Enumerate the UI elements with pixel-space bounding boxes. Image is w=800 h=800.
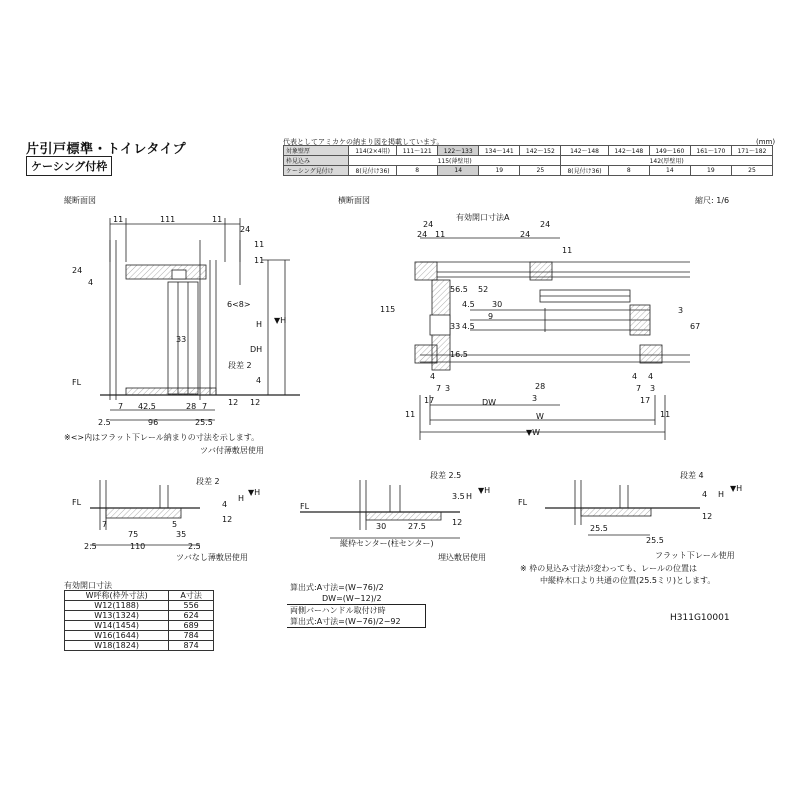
formula-2: DW=(W−12)/2 [322,594,382,603]
d3-25-5b: 25.5 [646,536,664,545]
d2-cap1: 縦枠センター(柱センター) [340,539,434,548]
table-cell: W13(1324) [65,611,169,621]
table-cell: 556 [169,601,214,611]
hdim-t-11a: 11 [435,230,446,239]
detail3-drawing [545,480,700,535]
hdim-b-11b: 11 [660,410,671,419]
d1-caption: ツバなし薄敷居使用 [176,553,248,562]
hdim-b-W: W [536,412,544,421]
spec-cell: 142～148 [561,146,608,156]
d3-25-5a: 25.5 [590,524,608,533]
scale-label: 縮尺: 1/6 [695,196,730,205]
vertical-caption: ツバ付薄敷居使用 [200,446,264,455]
d2-27-5: 27.5 [408,522,426,531]
spec-cell: 25 [731,166,772,176]
hdim-r-67: 67 [690,322,701,331]
vdim-dansa: 段差 2 [228,361,252,370]
spec-cell: 122～133 [438,146,479,156]
d3-vH: ▼H [730,484,743,493]
horizontal-section-label: 横断面図 [338,196,370,205]
table-header-row [65,591,214,601]
d2-3-5: 3.5 [452,492,465,501]
spec-row-label: 対象壁厚 [284,146,349,156]
d3-H: H [718,490,725,499]
vdim-b-7b: 7 [202,402,208,411]
vdim-DH: DH [250,345,263,354]
d1-35: 35 [176,530,187,539]
effective-opening-title: 有効開口寸法 [64,581,112,590]
spec-row-label: 枠見込み [284,156,349,166]
hdim-l-56-5: 56.5 [450,285,468,294]
hdim-b-7b: 7 [636,384,642,393]
vdim-vH: ▼H [274,316,287,325]
d1-7: 7 [102,520,108,529]
d3-fl: FL [518,498,528,507]
d3-12: 12 [702,512,713,521]
spec-cell: 142(厚壁用) [561,156,773,166]
hdim-b-17b: 17 [640,396,651,405]
spec-cell: 134～141 [479,146,520,156]
spec-cell: 161～170 [690,146,731,156]
vdim-l-24: 24 [72,266,83,275]
table-cell: 624 [169,611,214,621]
vdim-b-42-5: 42.5 [138,402,156,411]
hdim-l-52: 52 [478,285,489,294]
vdim-r-24: 24 [240,225,251,234]
table-cell: 784 [169,631,214,641]
d1-75: 75 [128,530,139,539]
spec-cell: 14 [649,166,690,176]
vdim-r-4: 4 [256,376,262,385]
vdim-r-12b: 12 [250,398,261,407]
hdim-b-3b: 3 [650,384,656,393]
hdim-t-11b: 11 [562,246,573,255]
spec-cell: 25 [520,166,561,176]
spec-cell: 171～182 [731,146,772,156]
table-header: W呼称(枠外寸法) [65,591,169,601]
d2-cap2: 埋込敷居使用 [438,553,486,562]
spec-cell: 8 [608,166,649,176]
d2-30: 30 [376,522,387,531]
hdim-b-28: 28 [535,382,546,391]
spec-cell: 142～148 [608,146,649,156]
vdim-top-11a: 11 [113,215,124,224]
spec-cell: 8 [397,166,438,176]
spec-cell: 149～160 [649,146,690,156]
d2-H: H [466,492,473,501]
hdim-t-24a: 24 [423,220,434,229]
horizontal-section-drawing [415,238,690,440]
table-cell: W12(1188) [65,601,169,611]
table-header: A寸法 [169,591,214,601]
d1-vH: ▼H [248,488,261,497]
table-row [65,611,214,621]
hdim-b-DW: DW [482,398,497,407]
hdim-l-33: 33 [450,322,461,331]
spec-cell: 142～152 [520,146,561,156]
hdim-r-3: 3 [678,306,684,315]
d3-note1: ※ 枠の見込み寸法が変わっても、レールの位置は [520,564,698,573]
table-row [65,641,214,651]
hdim-b-4b: 4 [648,372,654,381]
table-cell: 689 [169,621,214,631]
spec-cell: 8(見付け36) [561,166,608,176]
hdim-t-24c: 24 [540,220,551,229]
d1-dansa: 段差 2 [196,477,220,486]
vertical-section-label: 縦断面図 [64,196,96,205]
formula-3: 両側バーハンドル取付け時 [290,606,386,615]
drawing-code: H311G10001 [670,613,730,623]
d2-12: 12 [452,518,463,527]
hdim-l-4: 4 [430,372,436,381]
hdim-b-11a: 11 [405,410,416,419]
unit-label: (mm) [756,138,776,146]
table-cell: W18(1824) [65,641,169,651]
formula-1: 算出式:A寸法=(W−76)/2 [290,583,384,592]
d2-fl: FL [300,502,310,511]
vdim-top-111: 111 [160,215,176,224]
d1-12: 12 [222,515,233,524]
hdim-l-4-5a: 4.5 [462,300,475,309]
effective-opening-table [64,590,214,651]
hdim-t-24d: 24 [520,230,531,239]
table-row [65,631,214,641]
hdim-b-vW: ▼W [526,428,541,437]
table-cell: W14(1454) [65,621,169,631]
d1-110: 110 [130,542,146,551]
vdim-r-12: 12 [228,398,239,407]
hdim-l-3: 3 [445,384,451,393]
hdim-b-3: 3 [532,394,538,403]
d1-2-5: 2.5 [84,542,97,551]
hdim-l-115: 115 [380,305,396,314]
formula-4: 算出式:A寸法=(W−76)/2−92 [290,617,401,626]
spec-note: 代表としてアミカケの納まり図を掲載しています。 [283,138,444,146]
spec-row-label: ケーシング見付け [284,166,349,176]
vertical-section-drawing [100,218,300,420]
page-title: 片引戸標準・トイレタイプ [26,142,187,157]
vdim-6-8: 6<8> [227,300,251,309]
d1-5: 5 [172,520,178,529]
d1-fl: FL [72,498,82,507]
hdim-l-30: 30 [492,300,503,309]
vdim-r-11b: 11 [254,256,265,265]
hdim-l-16-5: 16.5 [450,350,468,359]
table-cell: W16(1644) [65,631,169,641]
vdim-b-2-5: 2.5 [98,418,111,427]
vdim-b-25-5: 25.5 [195,418,213,427]
hdim-title-A: 有効開口寸法A [456,213,510,222]
vdim-top-11b: 11 [212,215,223,224]
vdim-l-4: 4 [88,278,94,287]
table-cell: 874 [169,641,214,651]
spec-cell: 115(薄壁用) [349,156,561,166]
page-subtitle: ケーシング付枠 [26,156,112,176]
spec-cell: 14 [438,166,479,176]
d3-cap: フラット下レール使用 [655,551,735,560]
spec-cell: 114(2×4用) [349,146,397,156]
hdim-l-9: 9 [488,312,494,321]
table-row [65,601,214,611]
d2-dansa: 段差 2.5 [430,471,462,480]
hdim-b-4: 4 [632,372,638,381]
vdim-b-7: 7 [118,402,124,411]
d3-note2: 中縦枠木口より共通の位置(25.5ミリ)とします。 [540,576,716,585]
hdim-b-17: 17 [424,396,435,405]
d1-4: 4 [222,500,228,509]
spec-cell: 19 [479,166,520,176]
vdim-fl: FL [72,378,82,387]
vdim-b-96: 96 [148,418,159,427]
d1-2-5b: 2.5 [188,542,201,551]
vdim-r-11a: 11 [254,240,265,249]
d3-4: 4 [702,490,708,499]
hdim-l-4-5b: 4.5 [462,322,475,331]
table-row [65,621,214,631]
hdim-b-7: 7 [436,384,442,393]
vdim-b-28: 28 [186,402,197,411]
spec-cell: 111～121 [397,146,438,156]
d2-vH: ▼H [478,486,491,495]
vertical-note: ※<>内はフラット下レール納まりの寸法を示します。 [64,433,260,442]
vdim-H: H [256,320,263,329]
hdim-t-24b: 24 [417,230,428,239]
spec-cell: 19 [690,166,731,176]
vdim-33: 33 [176,335,187,344]
d3-dansa: 段差 4 [680,471,704,480]
spec-cell: 8(見付け36) [349,166,397,176]
d1-H: H [238,494,245,503]
